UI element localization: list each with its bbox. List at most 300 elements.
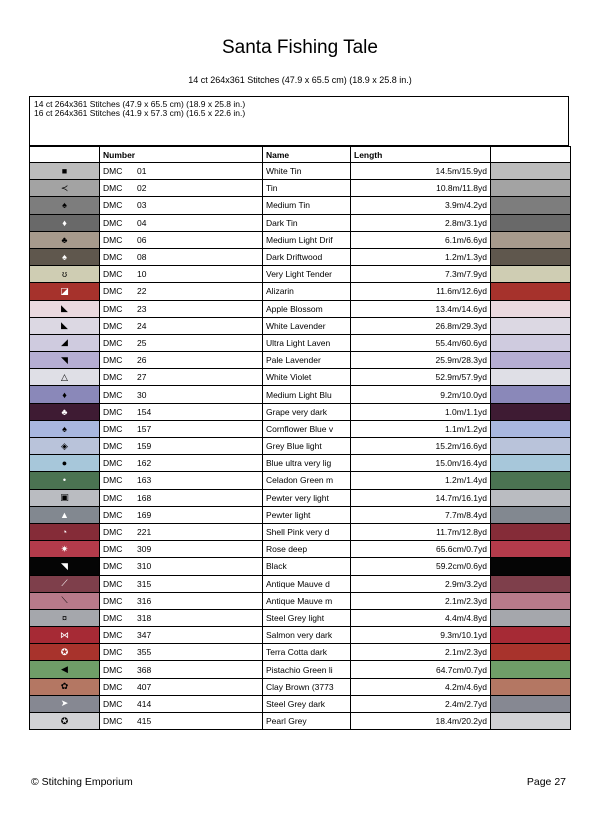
floss-brand: DMC — [103, 527, 123, 538]
color-swatch — [491, 180, 571, 197]
symbol-swatch-cell — [30, 506, 100, 523]
floss-name-cell: Dark Driftwood — [263, 248, 351, 265]
stitch-symbol-icon: ⟋ — [61, 578, 68, 589]
floss-number-cell — [100, 523, 263, 540]
table-row — [30, 455, 571, 472]
floss-name-cell: Ultra Light Laven — [263, 334, 351, 351]
floss-table-body — [30, 163, 571, 730]
floss-brand: DMC — [103, 595, 123, 606]
stitch-symbol-icon: ♠ — [62, 252, 67, 263]
floss-number-cell — [100, 248, 263, 265]
floss-length-cell: 18.4m/20.2yd — [351, 713, 491, 730]
symbol-swatch-cell — [30, 627, 100, 644]
floss-brand: DMC — [103, 441, 123, 452]
stitch-symbol-icon: ʊ — [61, 269, 68, 280]
floss-code: 22 — [137, 286, 147, 297]
floss-name-cell: Pearl Grey — [263, 713, 351, 730]
floss-number-cell — [100, 334, 263, 351]
floss-length-cell: 3.9m/4.2yd — [351, 197, 491, 214]
symbol-swatch-cell — [30, 403, 100, 420]
table-row — [30, 541, 571, 558]
floss-brand: DMC — [103, 561, 123, 572]
table-row — [30, 334, 571, 351]
stitch-symbol-icon: ♦ — [62, 389, 67, 400]
table-row — [30, 369, 571, 386]
symbol-swatch-cell — [30, 300, 100, 317]
stitch-symbol-icon: ¤ — [61, 612, 67, 623]
stitch-info-box — [29, 96, 569, 146]
floss-name-cell: Rose deep — [263, 541, 351, 558]
floss-code: 27 — [137, 372, 147, 383]
floss-brand: DMC — [103, 166, 123, 177]
floss-length-cell: 1.2m/1.3yd — [351, 248, 491, 265]
floss-name-cell: Medium Light Drif — [263, 231, 351, 248]
stitch-symbol-icon: ≺ — [60, 182, 69, 193]
stitch-symbol-icon: ■ — [61, 166, 68, 177]
floss-brand: DMC — [103, 664, 123, 675]
floss-number-cell — [100, 352, 263, 369]
symbol-swatch-cell — [30, 231, 100, 248]
floss-code: 169 — [137, 509, 152, 520]
symbol-swatch-cell — [30, 248, 100, 265]
floss-brand: DMC — [103, 372, 123, 383]
floss-brand: DMC — [103, 647, 123, 658]
color-swatch — [491, 231, 571, 248]
floss-number-cell — [100, 180, 263, 197]
floss-name-cell: Clay Brown (3773 — [263, 678, 351, 695]
floss-code: 08 — [137, 252, 147, 263]
floss-brand: DMC — [103, 423, 123, 434]
stitch-symbol-icon: ♣ — [61, 234, 68, 245]
floss-name-cell: Medium Tin — [263, 197, 351, 214]
floss-number-cell — [100, 678, 263, 695]
floss-number-cell — [100, 438, 263, 455]
floss-brand: DMC — [103, 355, 123, 366]
stitch-symbol-icon: ▣ — [60, 492, 69, 503]
table-row — [30, 489, 571, 506]
header-number: Number — [100, 147, 263, 163]
floss-number-cell — [100, 541, 263, 558]
table-row — [30, 231, 571, 248]
table-row — [30, 609, 571, 626]
floss-code: 310 — [137, 561, 152, 572]
table-row — [30, 420, 571, 437]
stitch-symbol-icon: ◪ — [60, 285, 69, 296]
floss-code: 407 — [137, 681, 152, 692]
floss-code: 03 — [137, 200, 147, 211]
floss-code: 159 — [137, 441, 152, 452]
floss-number-cell — [100, 266, 263, 283]
floss-name-cell: Shell Pink very d — [263, 523, 351, 540]
symbol-swatch-cell — [30, 558, 100, 575]
floss-length-cell: 14.5m/15.9yd — [351, 163, 491, 180]
table-row — [30, 575, 571, 592]
color-swatch — [491, 266, 571, 283]
floss-name-cell: Antique Mauve d — [263, 575, 351, 592]
copyright-text: © Stitching Emporium — [31, 776, 133, 788]
floss-number-cell — [100, 575, 263, 592]
table-row — [30, 506, 571, 523]
stitch-symbol-icon: ⟍ — [61, 595, 68, 606]
floss-code: 06 — [137, 234, 147, 245]
floss-number-cell — [100, 558, 263, 575]
floss-brand: DMC — [103, 217, 123, 228]
floss-brand: DMC — [103, 630, 123, 641]
floss-length-cell: 7.3m/7.9yd — [351, 266, 491, 283]
floss-name-cell: Very Light Tender — [263, 266, 351, 283]
floss-length-cell: 59.2cm/0.6yd — [351, 558, 491, 575]
table-row — [30, 266, 571, 283]
floss-length-cell: 7.7m/8.4yd — [351, 506, 491, 523]
symbol-swatch-cell — [30, 455, 100, 472]
floss-number-cell — [100, 506, 263, 523]
color-swatch — [491, 300, 571, 317]
floss-name-cell: Cornflower Blue v — [263, 420, 351, 437]
floss-brand: DMC — [103, 303, 123, 314]
floss-length-cell: 2.1m/2.3yd — [351, 592, 491, 609]
color-swatch — [491, 386, 571, 403]
header-swatch — [491, 147, 571, 163]
stitch-symbol-icon: ● — [61, 458, 68, 469]
floss-brand: DMC — [103, 612, 123, 623]
color-swatch — [491, 678, 571, 695]
floss-number-cell — [100, 163, 263, 180]
floss-length-cell: 52.9m/57.9yd — [351, 369, 491, 386]
symbol-swatch-cell — [30, 592, 100, 609]
color-swatch — [491, 713, 571, 730]
floss-number-cell — [100, 472, 263, 489]
floss-length-cell: 1.0m/1.1yd — [351, 403, 491, 420]
floss-brand: DMC — [103, 320, 123, 331]
floss-brand: DMC — [103, 458, 123, 469]
floss-brand: DMC — [103, 337, 123, 348]
floss-length-cell: 14.7m/16.1yd — [351, 489, 491, 506]
floss-number-cell — [100, 231, 263, 248]
color-swatch — [491, 541, 571, 558]
symbol-swatch-cell — [30, 334, 100, 351]
table-row — [30, 592, 571, 609]
floss-code: 347 — [137, 630, 152, 641]
floss-code: 163 — [137, 475, 152, 486]
floss-number-cell — [100, 627, 263, 644]
floss-brand: DMC — [103, 389, 123, 400]
floss-length-cell: 11.7m/12.8yd — [351, 523, 491, 540]
floss-name-cell: Salmon very dark — [263, 627, 351, 644]
floss-code: 26 — [137, 355, 147, 366]
symbol-swatch-cell — [30, 489, 100, 506]
symbol-swatch-cell — [30, 575, 100, 592]
table-row — [30, 386, 571, 403]
floss-code: 414 — [137, 698, 152, 709]
floss-number-cell — [100, 300, 263, 317]
stitch-symbol-icon: • — [62, 475, 67, 486]
color-swatch — [491, 369, 571, 386]
stitch-symbol-icon: ✪ — [60, 646, 69, 657]
floss-length-cell: 2.1m/2.3yd — [351, 644, 491, 661]
table-row — [30, 713, 571, 730]
floss-number-cell — [100, 592, 263, 609]
floss-name-cell: Medium Light Blu — [263, 386, 351, 403]
table-row — [30, 283, 571, 300]
symbol-swatch-cell — [30, 214, 100, 231]
floss-brand: DMC — [103, 406, 123, 417]
color-swatch — [491, 506, 571, 523]
symbol-swatch-cell — [30, 266, 100, 283]
floss-code: 02 — [137, 183, 147, 194]
color-swatch — [491, 334, 571, 351]
floss-length-cell: 2.4m/2.7yd — [351, 695, 491, 712]
table-row — [30, 627, 571, 644]
floss-brand: DMC — [103, 234, 123, 245]
floss-code: 162 — [137, 458, 152, 469]
floss-length-cell: 10.8m/11.8yd — [351, 180, 491, 197]
page-title: Santa Fishing Tale — [222, 37, 378, 58]
stitch-symbol-icon: ▲ — [60, 509, 69, 520]
floss-length-cell: 9.3m/10.1yd — [351, 627, 491, 644]
color-swatch — [491, 455, 571, 472]
color-swatch — [491, 214, 571, 231]
floss-number-cell — [100, 609, 263, 626]
floss-name-cell: Pewter very light — [263, 489, 351, 506]
color-swatch — [491, 197, 571, 214]
floss-brand: DMC — [103, 252, 123, 263]
floss-brand: DMC — [103, 681, 123, 692]
table-row — [30, 472, 571, 489]
floss-code: 221 — [137, 527, 152, 538]
floss-name-cell: Steel Grey light — [263, 609, 351, 626]
floss-code: 315 — [137, 578, 152, 589]
symbol-swatch-cell — [30, 180, 100, 197]
table-row — [30, 644, 571, 661]
floss-name-cell: Black — [263, 558, 351, 575]
symbol-swatch-cell — [30, 352, 100, 369]
stitch-symbol-icon: ◥ — [61, 560, 68, 571]
floss-length-cell: 4.2m/4.6yd — [351, 678, 491, 695]
floss-length-cell: 11.6m/12.6yd — [351, 283, 491, 300]
floss-length-cell: 4.4m/4.8yd — [351, 609, 491, 626]
floss-length-cell: 2.8m/3.1yd — [351, 214, 491, 231]
floss-number-cell — [100, 644, 263, 661]
table-row — [30, 403, 571, 420]
color-swatch — [491, 592, 571, 609]
symbol-swatch-cell — [30, 420, 100, 437]
color-swatch — [491, 695, 571, 712]
floss-name-cell: White Tin — [263, 163, 351, 180]
table-row — [30, 523, 571, 540]
floss-length-cell: 9.2m/10.0yd — [351, 386, 491, 403]
floss-brand: DMC — [103, 698, 123, 709]
floss-brand: DMC — [103, 200, 123, 211]
floss-number-cell — [100, 489, 263, 506]
floss-brand: DMC — [103, 269, 123, 280]
symbol-swatch-cell — [30, 163, 100, 180]
floss-brand: DMC — [103, 509, 123, 520]
color-swatch — [491, 472, 571, 489]
floss-code: 415 — [137, 716, 152, 727]
color-swatch — [491, 558, 571, 575]
floss-number-cell — [100, 403, 263, 420]
floss-length-cell: 15.2m/16.6yd — [351, 438, 491, 455]
table-row — [30, 317, 571, 334]
stitch-symbol-icon: ◔ — [61, 527, 68, 538]
floss-code: 10 — [137, 269, 147, 280]
floss-code: 24 — [137, 320, 147, 331]
header-symbol — [30, 147, 100, 163]
floss-name-cell: Steel Grey dark — [263, 695, 351, 712]
table-row — [30, 661, 571, 678]
symbol-swatch-cell — [30, 197, 100, 214]
color-swatch — [491, 644, 571, 661]
floss-number-cell — [100, 197, 263, 214]
floss-name-cell: Tin — [263, 180, 351, 197]
floss-brand: DMC — [103, 716, 123, 727]
color-swatch — [491, 627, 571, 644]
stitch-symbol-icon: ◣ — [61, 303, 68, 314]
floss-code: 04 — [137, 217, 147, 228]
floss-length-cell: 65.6cm/0.7yd — [351, 541, 491, 558]
floss-name-cell: White Lavender — [263, 317, 351, 334]
stitch-symbol-icon: ◥ — [61, 354, 68, 365]
symbol-swatch-cell — [30, 661, 100, 678]
color-swatch — [491, 420, 571, 437]
floss-length-cell: 13.4m/14.6yd — [351, 300, 491, 317]
floss-number-cell — [100, 369, 263, 386]
floss-code: 309 — [137, 544, 152, 555]
color-swatch — [491, 163, 571, 180]
floss-code: 25 — [137, 337, 147, 348]
floss-number-cell — [100, 455, 263, 472]
floss-code: 355 — [137, 647, 152, 658]
page-number: Page 27 — [526, 776, 566, 788]
floss-code: 157 — [137, 423, 152, 434]
floss-code: 01 — [137, 166, 147, 177]
floss-number-cell — [100, 713, 263, 730]
stitch-symbol-icon: ➤ — [60, 698, 69, 709]
floss-code: 368 — [137, 664, 152, 675]
symbol-swatch-cell — [30, 713, 100, 730]
floss-brand: DMC — [103, 492, 123, 503]
stitch-symbol-icon: ◣ — [61, 320, 68, 331]
floss-number-cell — [100, 386, 263, 403]
floss-name-cell: White Violet — [263, 369, 351, 386]
floss-number-cell — [100, 661, 263, 678]
floss-code: 168 — [137, 492, 152, 503]
floss-name-cell: Terra Cotta dark — [263, 644, 351, 661]
table-row — [30, 214, 571, 231]
stitch-symbol-icon: ♠ — [62, 200, 67, 211]
floss-length-cell: 25.9m/28.3yd — [351, 352, 491, 369]
symbol-swatch-cell — [30, 317, 100, 334]
floss-code: 316 — [137, 595, 152, 606]
floss-length-cell: 55.4m/60.6yd — [351, 334, 491, 351]
table-row — [30, 300, 571, 317]
stitch-symbol-icon: ◈ — [61, 440, 68, 451]
symbol-swatch-cell — [30, 541, 100, 558]
symbol-swatch-cell — [30, 472, 100, 489]
floss-brand: DMC — [103, 286, 123, 297]
stitch-symbol-icon: ✪ — [60, 715, 69, 726]
floss-code: 154 — [137, 406, 152, 417]
color-swatch — [491, 352, 571, 369]
symbol-swatch-cell — [30, 644, 100, 661]
symbol-swatch-cell — [30, 369, 100, 386]
symbol-swatch-cell — [30, 523, 100, 540]
table-row — [30, 352, 571, 369]
floss-number-cell — [100, 214, 263, 231]
header-name: Name — [263, 147, 351, 163]
symbol-swatch-cell — [30, 678, 100, 695]
floss-name-cell: Dark Tin — [263, 214, 351, 231]
symbol-swatch-cell — [30, 438, 100, 455]
floss-name-cell: Pistachio Green li — [263, 661, 351, 678]
table-row — [30, 163, 571, 180]
color-swatch — [491, 523, 571, 540]
floss-name-cell: Pale Lavender — [263, 352, 351, 369]
table-row — [30, 558, 571, 575]
color-swatch — [491, 575, 571, 592]
floss-name-cell: Antique Mauve m — [263, 592, 351, 609]
floss-brand: DMC — [103, 475, 123, 486]
stitch-symbol-icon: ◢ — [61, 337, 68, 348]
stitch-symbol-icon: ♣ — [61, 406, 68, 417]
table-row — [30, 180, 571, 197]
floss-brand: DMC — [103, 578, 123, 589]
floss-length-cell: 2.9m/3.2yd — [351, 575, 491, 592]
floss-code: 30 — [137, 389, 147, 400]
floss-name-cell: Alizarin — [263, 283, 351, 300]
floss-number-cell — [100, 283, 263, 300]
stitch-symbol-icon: ✿ — [60, 681, 69, 692]
floss-brand: DMC — [103, 183, 123, 194]
stitch-symbol-icon: ✷ — [60, 543, 69, 554]
page-subtitle: 14 ct 264x361 Stitches (47.9 x 65.5 cm) (18.9 x 25.8 in.) — [188, 75, 412, 85]
color-swatch — [491, 248, 571, 265]
table-row — [30, 695, 571, 712]
table-row — [30, 197, 571, 214]
floss-number-cell — [100, 420, 263, 437]
stitch-symbol-icon: △ — [61, 371, 68, 382]
stitch-symbol-icon: ◀ — [61, 664, 68, 675]
info-line: 14 ct 264x361 Stitches (47.9 x 65.5 cm) (18.9 x 25.8 in.) — [34, 99, 246, 109]
floss-number-cell — [100, 695, 263, 712]
symbol-swatch-cell — [30, 695, 100, 712]
stitch-symbol-icon: ♠ — [62, 423, 67, 434]
table-row — [30, 248, 571, 265]
color-swatch — [491, 403, 571, 420]
floss-name-cell: Grape very dark — [263, 403, 351, 420]
color-swatch — [491, 438, 571, 455]
table-header-row — [30, 147, 571, 163]
floss-code: 23 — [137, 303, 147, 314]
floss-table — [29, 146, 571, 730]
info-line: 16 ct 264x361 Stitches (41.9 x 57.3 cm) (16.5 x 22.6 in.) — [34, 108, 246, 118]
floss-name-cell: Grey Blue light — [263, 438, 351, 455]
floss-length-cell: 26.8m/29.3yd — [351, 317, 491, 334]
table-row — [30, 678, 571, 695]
floss-name-cell: Pewter light — [263, 506, 351, 523]
color-swatch — [491, 661, 571, 678]
floss-length-cell: 64.7cm/0.7yd — [351, 661, 491, 678]
floss-name-cell: Apple Blossom — [263, 300, 351, 317]
header-length: Length — [351, 147, 491, 163]
color-swatch — [491, 283, 571, 300]
floss-length-cell: 15.0m/16.4yd — [351, 455, 491, 472]
symbol-swatch-cell — [30, 283, 100, 300]
floss-number-cell — [100, 317, 263, 334]
floss-code: 318 — [137, 612, 152, 623]
floss-length-cell: 1.2m/1.4yd — [351, 472, 491, 489]
floss-name-cell: Celadon Green m — [263, 472, 351, 489]
